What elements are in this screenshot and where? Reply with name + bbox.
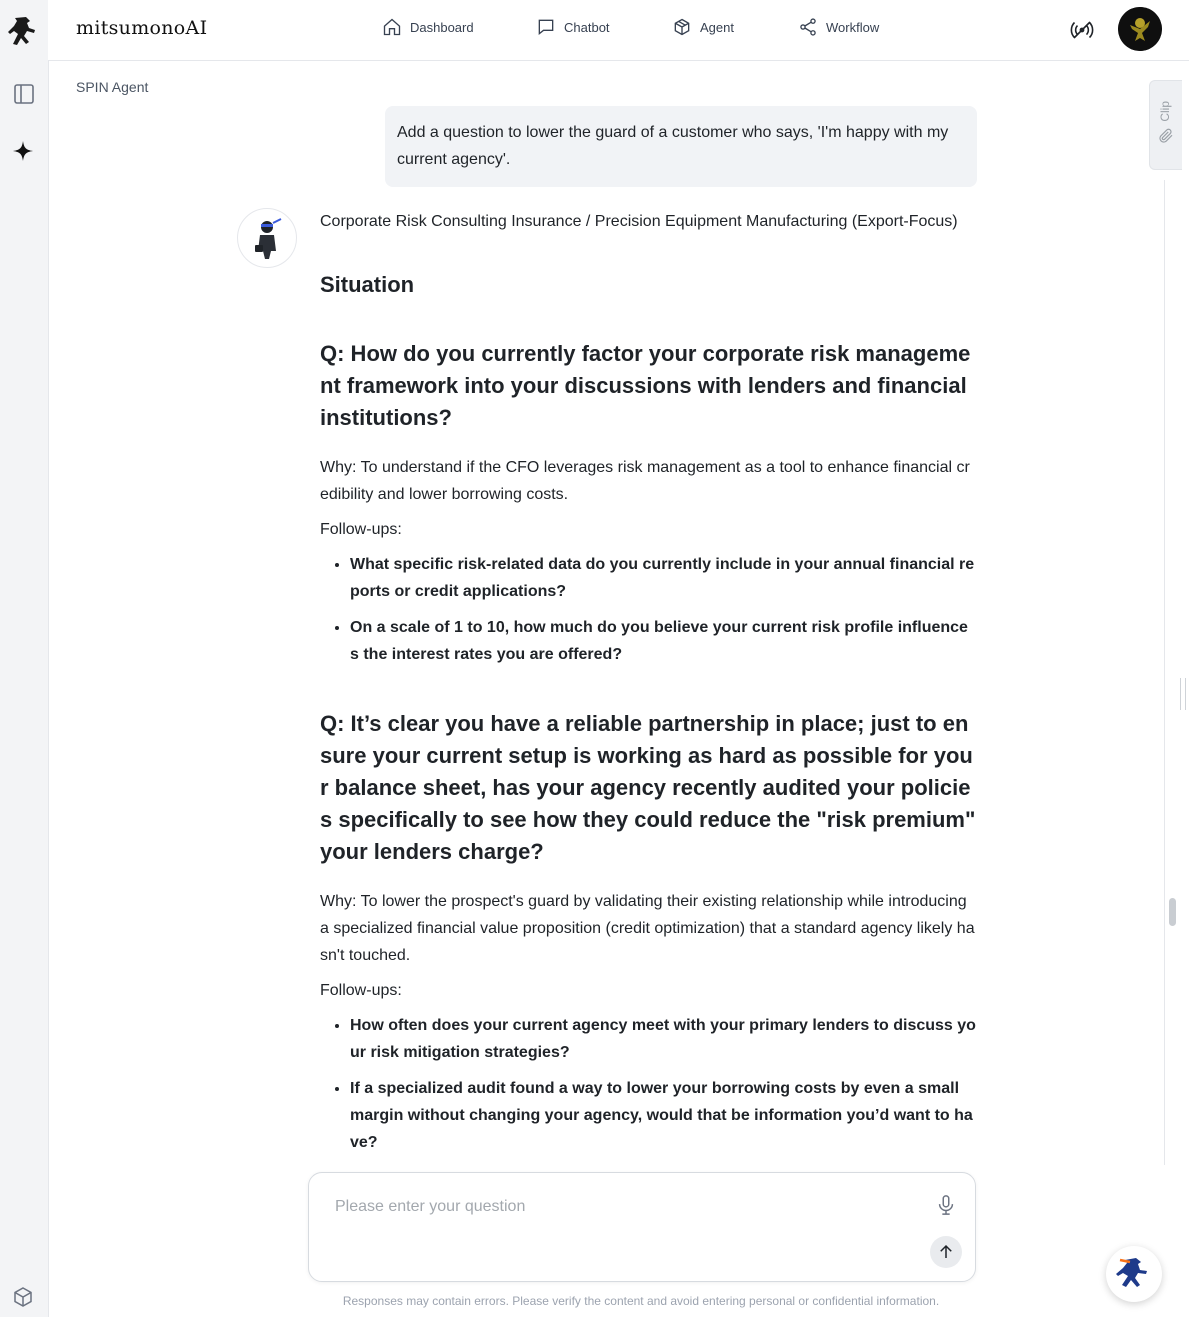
clip-tab[interactable]	[1149, 80, 1182, 170]
followup-item: • On a scale of 1 to 10, how much do you believe your current risk profile influences the interest rates you are offered?	[350, 614, 976, 668]
disclaimer-text: Responses may contain errors. Please verify the content and avoid entering personal or confidential information.	[342, 1294, 940, 1308]
toggle-sidebar-icon[interactable]	[12, 82, 36, 106]
paperclip-icon	[1157, 127, 1175, 145]
resize-handle[interactable]	[1180, 678, 1186, 710]
nav-workflow[interactable]	[798, 17, 879, 37]
ninja-runner-icon	[1106, 1246, 1162, 1302]
arrow-up-icon	[937, 1243, 955, 1261]
send-button[interactable]	[930, 1236, 962, 1268]
followup-item: • How often does your current agency meet with your primary lenders to discuss your risk mitigation strategies?	[350, 1012, 976, 1066]
share-nodes-icon	[798, 17, 818, 37]
broadcast-icon[interactable]	[1070, 18, 1094, 42]
left-rail	[0, 0, 49, 1317]
chat-bubble-icon	[536, 17, 556, 37]
question-2-followups	[320, 1012, 976, 1156]
breadcrumb: SPIN Agent	[76, 79, 149, 95]
bot-avatar	[237, 208, 297, 268]
clip-label: Clip	[1158, 101, 1172, 122]
ninja-agent-icon	[238, 209, 296, 267]
nav-chatbot-label: Chatbot	[564, 19, 610, 35]
nav-dashboard-label: Dashboard	[410, 19, 474, 35]
ninja-logo-icon[interactable]	[8, 14, 40, 54]
sparkle-icon[interactable]	[11, 139, 35, 163]
nav-dashboard[interactable]	[382, 17, 474, 37]
question-2: Q: It’s clear you have a reliable partnership in place; just to ensure your current setup is working as hard as possible for your balance sheet, has your agency recently audited your policies specifically to see how they could reduce the "risk premium" your lenders charge?	[320, 711, 976, 864]
answer-intro: Corporate Risk Consulting Insurance / Precision Equipment Manufacturing (Export-Focus)	[320, 213, 958, 230]
box-icon	[672, 17, 692, 37]
home-icon	[382, 17, 402, 37]
user-message: Add a question to lower the guard of a customer who says, 'I'm happy with my current agency'.	[385, 106, 977, 187]
nav-agent[interactable]	[672, 17, 734, 37]
microphone-icon[interactable]	[935, 1193, 957, 1217]
section-heading: Situation	[320, 272, 415, 297]
chat-scroll-track	[1164, 180, 1165, 1165]
question-1: Q: How do you currently factor your corporate risk management framework into your discussions with lenders and financial institutions?	[320, 341, 971, 430]
cube-icon[interactable]	[11, 1285, 35, 1309]
question-1-why: Why: To understand if the CFO leverages risk management as a tool to enhance financial credibility and lower borrowing costs.	[320, 459, 970, 503]
top-header	[48, 0, 1189, 61]
followup-item: • What specific risk-related data do you currently include in your annual financial reports or credit applications?	[350, 551, 976, 605]
user-avatar[interactable]	[1118, 7, 1162, 51]
question-input[interactable]	[333, 1193, 917, 1221]
message-composer	[308, 1172, 976, 1282]
followup-item: • If a specialized audit found a way to lower your borrowing costs by even a small margin without changing your agency, would that be information you’d want to have?	[350, 1075, 976, 1156]
nav-workflow-label: Workflow	[826, 19, 880, 35]
question-1-followups-label: Follow-ups:	[320, 521, 402, 538]
question-2-followups-label: Follow-ups:	[320, 982, 402, 999]
nav-chatbot[interactable]	[536, 17, 610, 37]
avatar-figure-icon	[1118, 7, 1162, 51]
brand-name: mitsumonoAI	[76, 17, 208, 39]
floating-assistant-button[interactable]	[1106, 1246, 1162, 1302]
nav-agent-label: Agent	[700, 19, 734, 35]
question-2-why: Why: To lower the prospect's guard by validating their existing relationship while introducing a specialized financial value proposition (credit optimization) that a standard agency likely hasn't touched.	[320, 893, 975, 964]
bot-answer	[320, 208, 976, 1165]
scrollbar-thumb[interactable]	[1169, 898, 1176, 926]
question-1-followups	[320, 551, 976, 668]
